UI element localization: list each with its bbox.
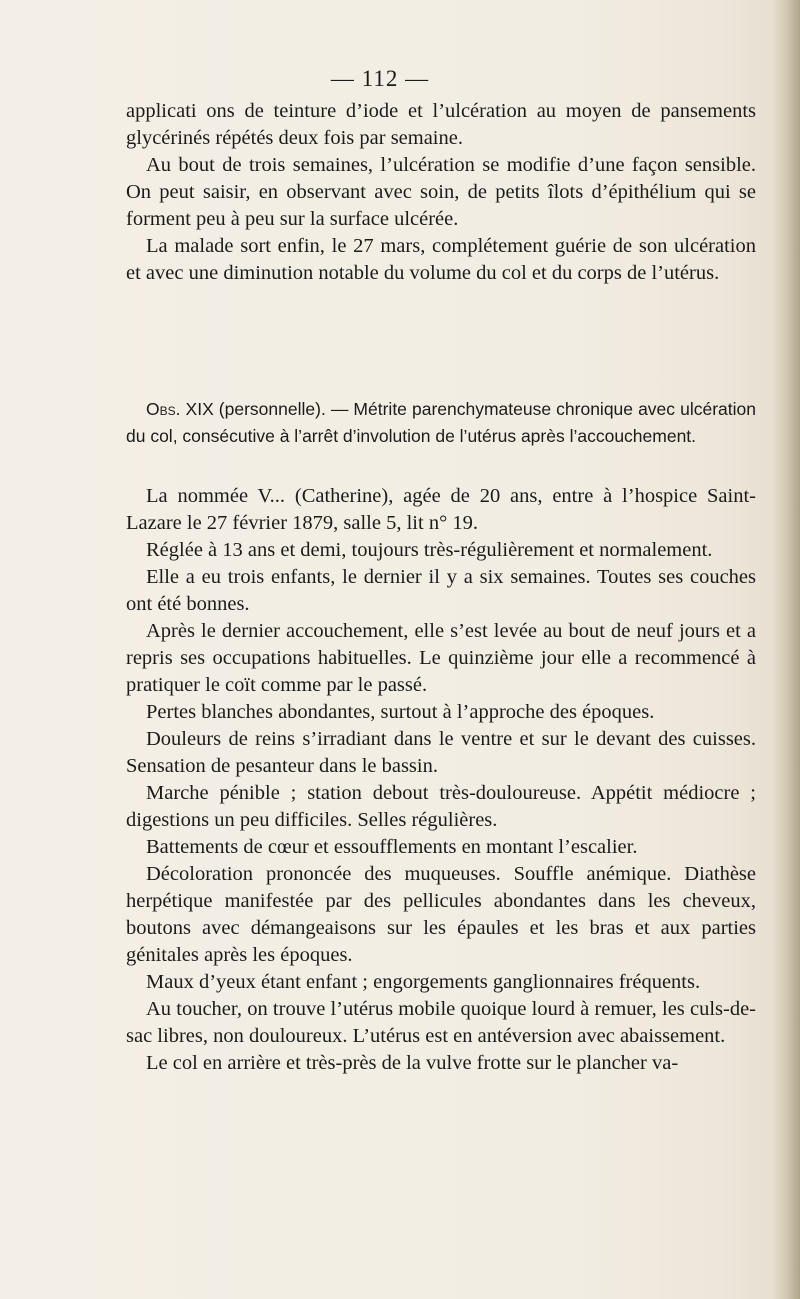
paragraph: La malade sort enfin, le 27 mars, complétement guérie de son ulcération et avec une diminution notable du volume du col et du corps de l’utérus. xyxy=(126,235,756,284)
paragraph: Marche pénible ; station debout très-douloureuse. Appétit médiocre ; digestions un peu difficiles. Selles régulières. xyxy=(126,782,756,831)
page-edge-shadow xyxy=(772,0,800,1299)
text-section-intro xyxy=(126,98,756,287)
observation-title: (personnelle). — Métrite parenchymateuse chronique avec ulcération du col, consécutive à l’arrêt d’involution de l’utérus après l’accouchement. xyxy=(126,399,756,446)
paragraph: Pertes blanches abondantes, surtout à l’approche des époques. xyxy=(146,701,655,723)
text-section-case xyxy=(126,483,756,1077)
paragraph: applicati ons de teinture d’iode et l’ulcération au moyen de pansements glycérinés répétés deux fois par semaine. xyxy=(126,100,756,149)
paragraph: Elle a eu trois enfants, le dernier il y a six semaines. Toutes ses couches ont été bonnes. xyxy=(126,566,756,615)
paragraph: Douleurs de reins s’irradiant dans le ventre et sur le devant des cuisses. Sensation de pesanteur dans le bassin. xyxy=(126,728,756,777)
paragraph: Après le dernier accouchement, elle s’est levée au bout de neuf jours et a repris ses occupations habituelles. Le quinzième jour elle a recommencé à pratiquer le coït comme par le passé. xyxy=(126,620,756,696)
paragraph: Décoloration prononcée des muqueuses. Souffle anémique. Diathèse herpétique manifestée par des pellicules abondantes dans les cheveux, boutons avec démangeaisons sur les épaules et les bras et aux parties génitales après les époques. xyxy=(126,863,756,966)
observation-label: Obs. XIX xyxy=(146,399,214,419)
paragraph: Le col en arrière et très-près de la vulve frotte sur le plancher va- xyxy=(146,1052,679,1074)
paragraph: La nommée V... (Catherine), agée de 20 ans, entre à l’hospice Saint-Lazare le 27 février 1879, salle 5, lit n° 19. xyxy=(126,485,756,534)
paragraph: Battements de cœur et essoufflements en montant l’escalier. xyxy=(146,836,638,858)
paragraph: Au toucher, on trouve l’utérus mobile quoique lourd à remuer, les culs-de-sac libres, non douloureux. L’utérus est en antéversion avec abaissement. xyxy=(126,998,756,1047)
page-number: — 112 — xyxy=(330,66,430,91)
observation-heading xyxy=(126,396,756,450)
paragraph: Maux d’yeux étant enfant ; engorgements ganglionnaires fréquents. xyxy=(146,971,701,993)
paragraph: Au bout de trois semaines, l’ulcération se modifie d’une façon sensible. On peut saisir, en observant avec soin, de petits îlots d’épithélium qui se forment peu à peu sur la surface ulcérée. xyxy=(126,154,756,230)
paragraph: Réglée à 13 ans et demi, toujours très-régulièrement et normalement. xyxy=(146,539,713,561)
